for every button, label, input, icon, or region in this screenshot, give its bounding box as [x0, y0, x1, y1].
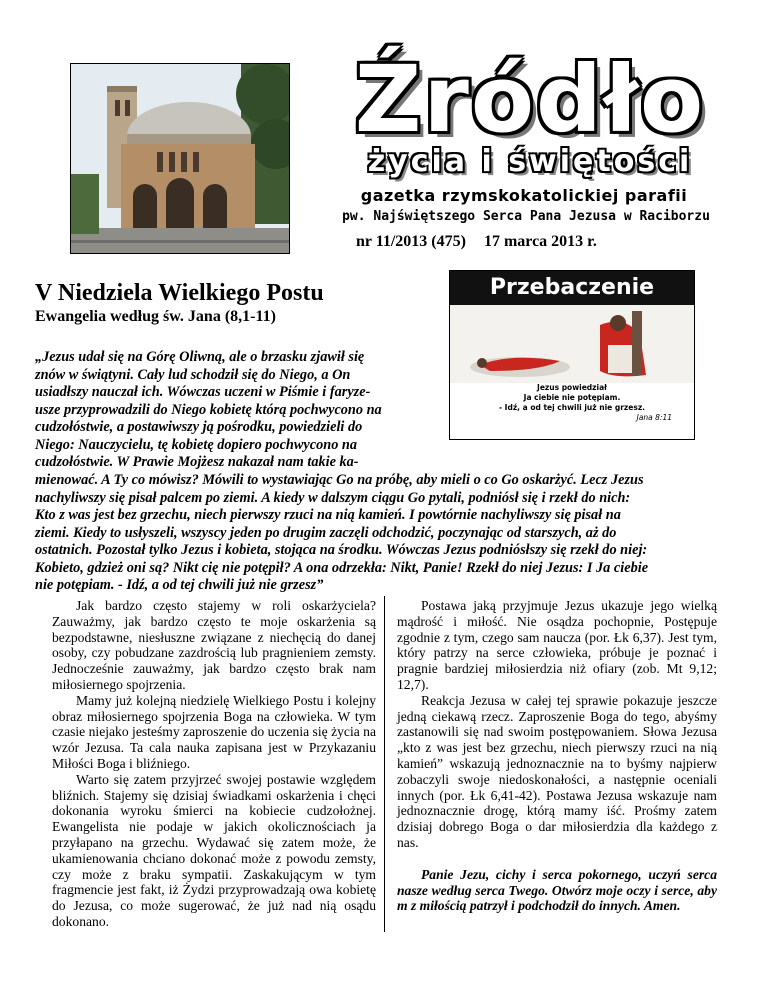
- paragraph: Postawa jaką przyjmuje Jezus ukazuje jego wielką mądrość i miłość. Nie osądza pochopnie, Postępuje zgodnie z tym, czego sam naucza (por. Łk 6,37). Jest tym, który patrzy na serce człowieka, próbuje je poznać i pragnie bardziej miłosierdzia niż ofiary (zob. Mt 9,12; 12,7).: [397, 598, 717, 692]
- article-title: V Niedziela Wielkiego Postu: [35, 280, 324, 306]
- gospel-line: ziemi. Kiedy to usłyszeli, wszyscy jeden po drugim zaczęli odchodzić, poczynając od starszych, aż do: [35, 525, 617, 541]
- paragraph: Mamy już kolejną niedzielę Wielkiego Postu i kolejny obraz miłosiernego spojrzenia Boga na człowieka. W tym czasie niejako jesteśmy zaproszenie do uczenia się życia na wzór Jezusa. Ta cala nauka zapisana jest w Przykazaniu Miłości Boga i bliźniego.: [52, 692, 376, 771]
- gazette-description: gazetka rzymskokatolickiej parafii: [360, 186, 688, 205]
- issue-number: nr 11/2013 (475): [356, 233, 466, 250]
- caption-line-3: - Idź, a od tej chwili już nie grzesz.: [498, 403, 646, 412]
- closing-prayer: Panie Jezu, cichy i serca pokornego, uczyń serca nasze według serca Twego. Otwórz moje oczy i serce, aby m z miłością patrzył i podchodził do innych. Amen.: [397, 866, 717, 914]
- paragraph: Reakcja Jezusa w całej tej sprawie pokazuje jeszcze jedną ciekawą rzecz. Zaproszenie Boga do tego, abyśmy zastanowili się nad swoim postępowaniem. Słowa Jezusa „kto z was jest bez grzechu, niech pierwszy rzuci na nią kamień” wskazują jednoznacznie na to byśmy najpierw zobaczyli swoje niedoskonałości, a następnie oceniali innych (por. Łk 6,41-42). Postawa Jezusa wskazuje nam jednoznacznie drogę, którą mamy iść. Prośmy zatem dzisiaj dobrego Boga o dar miłosierdzia dla każdego z nas.: [397, 692, 717, 850]
- gospel-line: cudzołóstwie, a postawiwszy ją pośrodku, powiedzieli do: [35, 419, 363, 435]
- gospel-line: Kobieto, gdzież oni są? Nikt cię nie potępił? A ona odrzekła: Nikt, Panie! Rzekł do niej Jezus: I Ja ciebie: [35, 560, 649, 576]
- caption-line-1: Jezus powiedział: [537, 383, 607, 392]
- gospel-line: mienować. A Ty co mówisz? Mówili to wystawiając Go na próbę, aby mieli o co Go oskarżyć. Lecz Jezus: [35, 472, 644, 488]
- left-column: [52, 598, 376, 930]
- forgiveness-illustration: [449, 270, 695, 440]
- church-illustration: [71, 64, 289, 253]
- gospel-line: znów w świątyni. Cały lud schodził się do Niego, a On: [35, 367, 351, 383]
- caption-line-2: Ja ciebie nie potępiam.: [523, 393, 621, 402]
- column-divider: [384, 596, 385, 932]
- issue-info: [356, 232, 656, 252]
- gospel-line: nie potępiam. - Idź, a od tej chwili już nie grzesz”: [35, 577, 324, 593]
- illustration-caption: [450, 383, 694, 423]
- gospel-line: „Jezus udał się na Górę Oliwną, ale o brzasku zjawił się: [35, 349, 365, 365]
- gospel-line: Kto z was jest bez grzechu, niech pierwszy rzuci na nią kamień. I powtórnie nachyliwszy się pisał na: [35, 507, 621, 523]
- gospel-line: cudzołóstwie. W Prawie Mojżesz nakazał nam takie ka-: [35, 454, 359, 470]
- gospel-line: usiadłszy nauczał ich. Wówczas uczeni w Piśmie i faryze-: [35, 384, 371, 400]
- gospel-line: ostatnich. Pozostał tylko Jezus i kobieta, stojąca na środku. Wówczas Jezus podniósłszy się rzekł do niej:: [35, 542, 648, 558]
- masthead-subtitle: życia i świętości: [367, 144, 693, 179]
- gospel-line: nachyliwszy się pisał palcem po ziemi. A kiedy w dalszym ciągu Go pytali, podniósł się i rzekł do nich:: [35, 490, 631, 506]
- caption-reference: Jana 8:11: [636, 413, 672, 422]
- gospel-line: usze przyprowadzili do Niego kobietę którą pochwycono na: [35, 402, 382, 418]
- gospel-reference: Ewangelia według św. Jana (8,1-11): [35, 308, 276, 325]
- right-column: [397, 598, 717, 914]
- paragraph: Warto się zatem przyjrzeć swojej postawie względem bliźnich. Stajemy się dzisiaj świadkami oskarżenia i chęci dokonania wyroku śmierci na kobiecie cudzołożnej. Ewangelista nie podaje w jakich okolicznościach ja przyłapano na grzechu. Wydawać się zatem może, że ukamienowania chciano dokonać może z powodu zemsty, czy może z braku sympatii. Zaskakującym w tym fragmencie jest fakt, iż Żydzi przyprowadzają owa kobietę do Jezusa, co może sugerować, że już nad nią osądu dokonano.: [52, 771, 376, 929]
- gospel-line: Niego: Nauczycielu, tę kobietę dopiero pochwycono na: [35, 437, 358, 453]
- jesus-and-woman-image: [450, 305, 694, 383]
- paragraph: Jak bardzo często stajemy w roli oskarżyciela? Zauważmy, jak bardzo często te moje oskarżenia są bezpodstawne, niesłuszne związane z niechęcią do danej osoby, czy pobudzane zazdrością lub pragnieniem zemsty. Jednocześnie zauważmy, jak bardzo często brak nam miłosiernego spojrzenia.: [52, 598, 376, 692]
- church-photo: [70, 63, 290, 254]
- masthead-title: Źródło: [354, 46, 706, 153]
- illustration-title: Przebaczenie: [450, 271, 694, 305]
- parish-name: pw. Najświętszego Serca Pana Jezusa w Raciborzu: [342, 209, 710, 224]
- issue-date: 17 marca 2013 r.: [483, 233, 597, 250]
